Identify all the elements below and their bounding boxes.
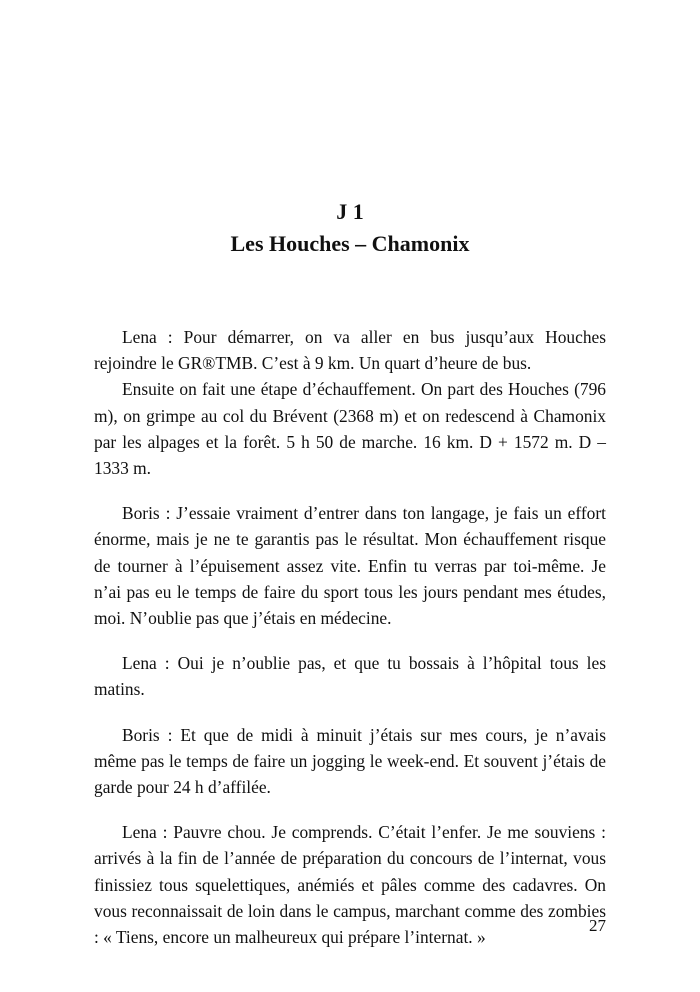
paragraph-lena-2: Lena : Oui je n’oublie pas, et que tu bossais à l’hôpital tous les matins.	[94, 653, 606, 700]
chapter-title: Les Houches – Chamonix	[230, 231, 470, 256]
paragraph-lena-1: Lena : Pour démarrer, on va aller en bus jusqu’aux Houches rejoindre le GR®TMB. C’est à 9 km. Un quart d’heure de bus.	[94, 327, 606, 374]
chapter-number: J 1	[336, 199, 364, 224]
body-text	[94, 324, 606, 950]
paragraph-lena-3: Lena : Pauvre chou. Je comprends. C’était l’enfer. Je me souviens : arrivés à la fin de l’année de préparation du concours de l’internat, vous finissiez tous squelettiques, anémiés et pâles comme des cadavres. On vous reconnaissait de loin dans le campus, marchant comme des zombies : « Tiens, encore un malheureux qui prépare l’internat. »	[94, 822, 606, 948]
paragraph-boris-2: Boris : Et que de midi à minuit j’étais sur mes cours, je n’avais même pas le temps de faire un jogging le week-end. Et souvent j’étais de garde pour 24 h d’affilée.	[94, 724, 606, 798]
page-number: 27	[589, 916, 606, 935]
paragraph-stage-info: Ensuite on fait une étape d’échauffement. On part des Houches (796 m), on grimpe au col du Brévent (2368 m) et on redescend à Chamonix par les alpages et la forêt. 5 h 50 de marche. 16 km. D + 1572 m. D – 1333 m.	[94, 379, 606, 479]
paragraph-boris-1: Boris : J’essaie vraiment d’entrer dans ton langage, je fais un effort énorme, mais je ne te garantis pas le résultat. Mon échauffement risque de tourner à l’épuisement assez vite. Enfin tu verras par toi-même. Je n’ai pas eu le temps de faire du sport tous les jours pendant mes études, moi. N’oublie pas que j’étais en médecine.	[94, 503, 606, 629]
